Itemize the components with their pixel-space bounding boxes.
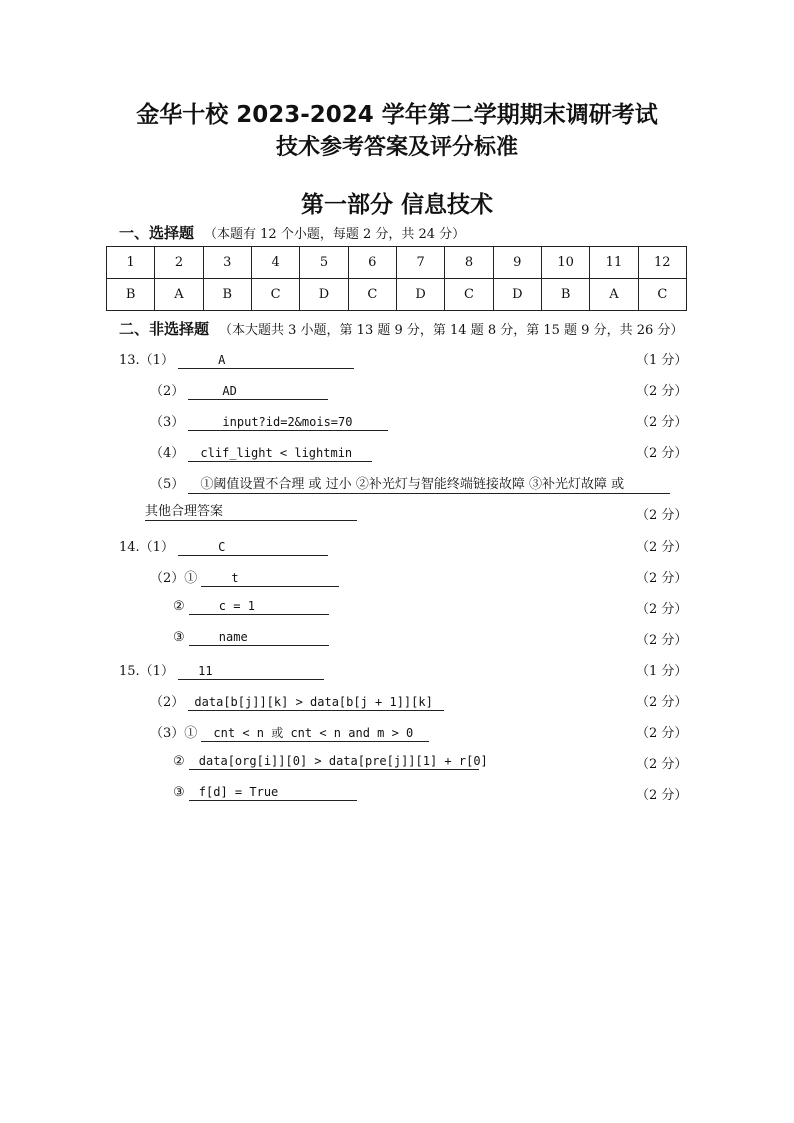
item-label: ② <box>173 754 185 769</box>
item-label: ② <box>173 599 185 614</box>
choice-answer: B <box>541 279 589 311</box>
item-score: （1 分） <box>636 664 688 679</box>
question-number: 11 <box>590 247 638 279</box>
answer-line-15-1 <box>119 660 324 682</box>
question-number: 6 <box>348 247 396 279</box>
item-score: （2 分） <box>636 415 688 430</box>
question-number: 3 <box>203 247 251 279</box>
item-label: 13.（1） <box>119 353 174 368</box>
question-number: 4 <box>251 247 299 279</box>
choice-answer: D <box>493 279 541 311</box>
item-answer: A <box>178 352 354 369</box>
answer-line-13-1 <box>119 349 354 371</box>
section2-note: （本大题共 3 小题，第 13 题 9 分，第 14 题 8 分，第 15 题 9 分，共 26 分） <box>219 323 684 338</box>
item-score: （2 分） <box>636 446 688 461</box>
question-number: 8 <box>445 247 493 279</box>
item-label: （3）① <box>150 726 198 741</box>
item-score: （1 分） <box>636 353 688 368</box>
answer-line-15-3-3 <box>173 784 357 806</box>
item-label: ③ <box>173 785 185 800</box>
section2-heading <box>119 318 683 339</box>
answer-line-14-2-1 <box>150 567 339 589</box>
item-score: （2 分） <box>636 757 688 772</box>
choice-answer: A <box>590 279 638 311</box>
item-label: （4） <box>150 446 185 461</box>
item-answer: clif_light < lightmin <box>188 445 372 462</box>
item-answer: t <box>201 570 339 587</box>
answer-line-15-3-1 <box>150 722 429 744</box>
choice-answer: C <box>251 279 299 311</box>
choice-answer: C <box>445 279 493 311</box>
item-score: （2 分） <box>636 571 688 586</box>
answer-line-13-4 <box>150 442 372 464</box>
answer-line-15-2 <box>150 691 444 713</box>
item-answer: data[b[j]][k] > data[b[j + 1]][k] <box>188 694 444 711</box>
item-answer: name <box>189 629 329 646</box>
answer-line-14-2-2 <box>173 598 329 620</box>
section1-note: （本题有 12 个小题，每题 2 分，共 24 分） <box>204 227 466 242</box>
choice-answer: A <box>155 279 203 311</box>
item-score: （2 分） <box>636 540 688 555</box>
item-answer: ①阈值设置不合理 或 过小 ②补光灯与智能终端链接故障 ③补光灯故障 或 <box>188 477 670 494</box>
part-title: 第一部分 信息技术 <box>300 192 493 218</box>
answer-line-14-2-3 <box>173 629 329 651</box>
item-score: （2 分） <box>636 695 688 710</box>
choice-answer: B <box>203 279 251 311</box>
choice-answer: D <box>396 279 444 311</box>
answer-line-13-2 <box>150 380 328 402</box>
item-score: （2 分） <box>636 384 688 399</box>
item-score: （2 分） <box>636 633 688 648</box>
item-label: （5） <box>150 477 185 492</box>
choice-answer: C <box>348 279 396 311</box>
choice-answer: B <box>107 279 155 311</box>
answer-line-13-5-cont <box>145 504 357 526</box>
item-score: （2 分） <box>636 788 688 803</box>
question-number: 9 <box>493 247 541 279</box>
item-answer: 其他合理答案 <box>145 504 357 521</box>
item-answer: c = 1 <box>189 598 329 615</box>
document-title: 金华十校 2023-2024 学年第二学期期末调研考试 <box>136 102 658 128</box>
choice-answer: C <box>638 279 686 311</box>
item-label: ③ <box>173 630 185 645</box>
question-number: 5 <box>300 247 348 279</box>
question-number-row <box>107 247 687 279</box>
document-subtitle: 技术参考答案及评分标准 <box>275 135 518 160</box>
item-score: （2 分） <box>636 602 688 617</box>
question-number: 1 <box>107 247 155 279</box>
item-answer: cnt < n 或 cnt < n and m > 0 <box>201 725 429 742</box>
choice-answer-table <box>106 246 687 311</box>
answer-line-13-3 <box>150 411 388 433</box>
item-label: 15.（1） <box>119 664 174 679</box>
item-label: 14.（1） <box>119 540 174 555</box>
answer-line-14-1 <box>119 536 328 558</box>
section1-heading <box>119 222 465 243</box>
item-label: （2） <box>150 695 185 710</box>
item-answer: AD <box>188 383 328 400</box>
item-label: （2）① <box>150 571 198 586</box>
item-answer: C <box>178 539 328 556</box>
question-number: 7 <box>396 247 444 279</box>
item-answer: f[d] = True <box>189 784 357 801</box>
question-number: 10 <box>541 247 589 279</box>
item-answer: input?id=2&mois=70 <box>188 414 388 431</box>
question-number: 12 <box>638 247 686 279</box>
choice-answer: D <box>300 279 348 311</box>
item-score: （2 分） <box>636 726 688 741</box>
section1-title: 一、选择题 <box>119 224 195 242</box>
item-label: （2） <box>150 384 185 399</box>
answer-row <box>107 279 687 311</box>
item-answer: data[org[i]][0] > data[pre[j]][1] + r[0] <box>189 753 479 770</box>
section2-title: 二、非选择题 <box>119 320 210 338</box>
answer-line-13-5 <box>150 473 670 495</box>
answer-line-15-3-2 <box>173 753 488 775</box>
question-number: 2 <box>155 247 203 279</box>
item-label: （3） <box>150 415 185 430</box>
item-answer: 11 <box>178 663 324 680</box>
item-score: （2 分） <box>636 508 688 523</box>
